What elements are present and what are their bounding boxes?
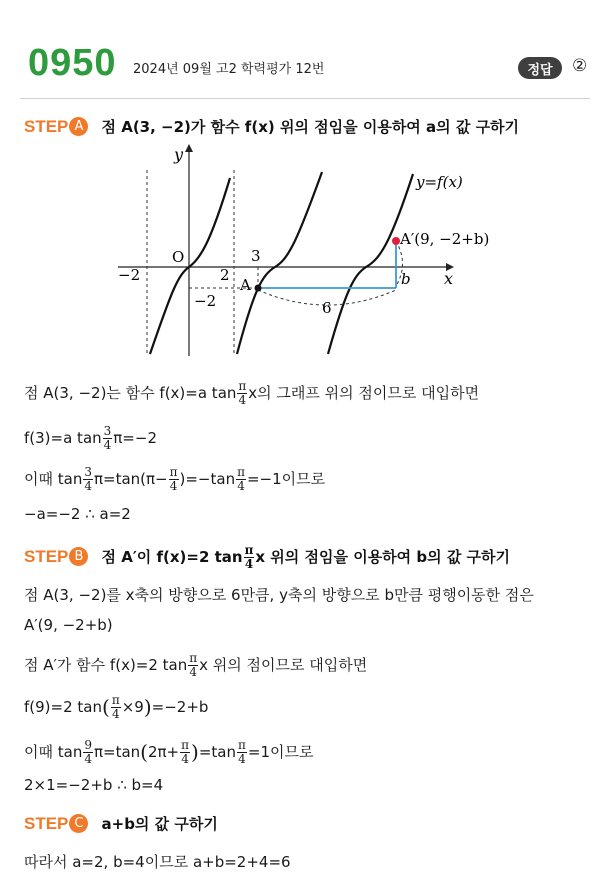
step-b-title: 점 A′이 f(x)=2 tan $\frac{\pi}{4}$ x 위의 점임을 이용하여 b의 값 구하기 — [101, 543, 511, 571]
x-axis-label: x — [444, 269, 454, 288]
point-a-prime-label: A′(9, −2+b) — [400, 230, 490, 248]
branch-1 — [150, 178, 230, 354]
tick-neg2-label: −2 — [118, 266, 141, 284]
six-label: 6 — [322, 299, 332, 317]
step-a-letter: A — [69, 117, 88, 136]
answer-value: ② — [572, 56, 588, 76]
y-axis-arrow — [185, 144, 193, 152]
step-a-title: 점 A(3, −2)가 함수 f(x) 위의 점임을 이용하여 a의 값 구하기 — [101, 118, 520, 136]
step-a-line-1: 점 A(3, −2)는 함수 f(x)=a tan $\frac{\pi}{4}$ x의 그래프 위의 점이므로 대입하면 — [24, 379, 480, 407]
problem-number: 0950 — [28, 42, 117, 84]
step-b-letter: B — [69, 547, 88, 566]
x3-label: 3 — [251, 247, 261, 265]
y-neg2-label: −2 — [194, 292, 217, 310]
step-b-heading — [24, 544, 510, 571]
step-b-line-5: 이때 tan $\frac{9}{4}$ π=tan(2π+ $\frac{\pi}{4}$ )=tan $\frac{\pi}{4}$ =1이므로 — [24, 738, 314, 766]
step-b-line-3: 점 A′가 함수 f(x)=2 tan $\frac{\pi}{4}$ x 위의 점이므로 대입하면 — [24, 651, 368, 679]
answer-badge: 정답 — [518, 57, 562, 79]
y-axis-label: y — [174, 145, 184, 164]
step-a-line-2: f(3)=a tan $\frac{3}{4}$ π=−2 — [24, 424, 157, 452]
branch-2 — [237, 172, 322, 354]
step-a-line-4: −a=−2 ∴ a=2 — [24, 505, 131, 523]
step-b-line-1: 점 A(3, −2)를 x축의 방향으로 6만큼, y축의 방향으로 b만큼 평행이동한 점은 — [24, 586, 534, 604]
step-b-line-6: 2×1=−2+b ∴ b=4 — [24, 776, 164, 794]
tick-2-label: 2 — [220, 266, 230, 284]
problem-source: 2024년 09월 고2 학력평가 12번 — [133, 62, 325, 77]
step-c-heading — [24, 813, 218, 834]
header-divider — [20, 98, 590, 99]
step-c-title: a+b의 값 구하기 — [101, 815, 218, 833]
curve-label: y=f(x) — [416, 173, 463, 191]
step-b-line-4: f(9)=2 tan( $\frac{\pi}{4}$ ×9)=−2+b — [24, 693, 209, 721]
branch-3 — [328, 174, 413, 354]
step-c-letter: C — [69, 814, 88, 833]
step-a-line-3: 이때 tan $\frac{3}{4}$ π=tan(π− $\frac{\pi}{4}$ )=−tan $\frac{\pi}{4}$ =−1이므로 — [24, 465, 326, 493]
origin-label: O — [172, 248, 185, 266]
step-c-badge: STEP — [24, 814, 69, 833]
step-b-line-2: A′(9, −2+b) — [24, 616, 113, 634]
b-label: b — [401, 270, 411, 288]
point-a-label: A — [240, 276, 251, 294]
step-b-badge: STEP — [24, 547, 69, 566]
step-a-badge: STEP — [24, 117, 69, 136]
step-a-heading — [24, 116, 519, 137]
point-a-prime-dot — [392, 237, 400, 245]
tangent-graph — [100, 140, 540, 362]
point-a-dot — [255, 285, 262, 292]
step-c-line-1: 따라서 a=2, b=4이므로 a+b=2+4=6 — [24, 853, 291, 871]
